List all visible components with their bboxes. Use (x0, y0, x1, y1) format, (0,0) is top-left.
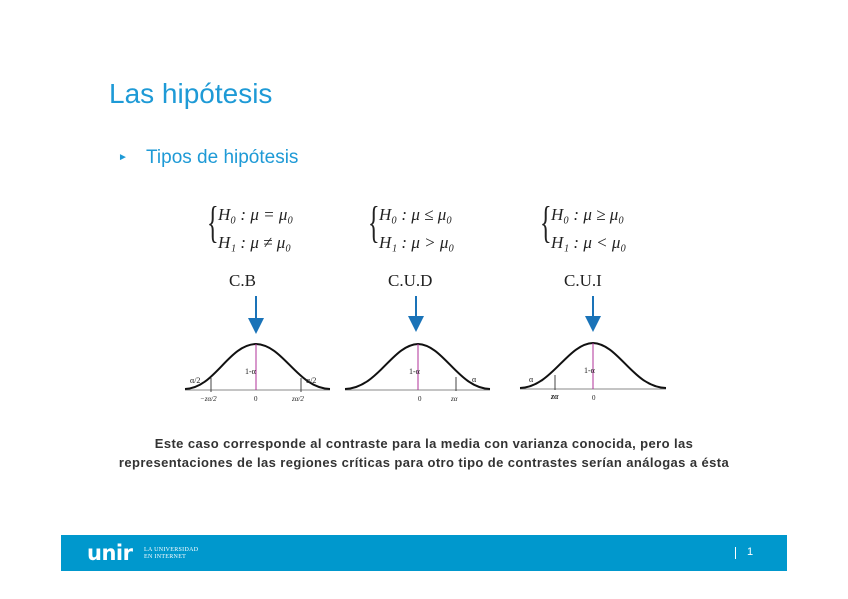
critical-value-left: −zα/2 (200, 395, 217, 403)
zero-label: 0 (418, 395, 422, 403)
alternative-hypothesis: H₁ : μ > μ₀ (379, 233, 455, 252)
critical-value-right: zα/2 (292, 395, 304, 403)
alpha-label: α (529, 375, 534, 384)
null-hypothesis: H₀ : μ = μ₀ (218, 205, 294, 224)
footer-bar (61, 535, 787, 571)
brace-icon: { (368, 198, 380, 247)
zero-label: 0 (592, 394, 596, 402)
contrast-type-label: C.U.D (388, 271, 433, 290)
logo-subtitle-line-1: LA UNIVERSIDAD (144, 547, 199, 553)
confidence-label: 1-α (584, 366, 595, 375)
alternative-hypothesis: H₁ : μ < μ₀ (551, 233, 627, 252)
triangle-bullet-icon: ► (118, 152, 128, 163)
footer-divider (735, 547, 736, 559)
critical-value: zα (551, 392, 559, 401)
caption-line-1: Este caso corresponde al contraste para la media con varianza conocida, pero las (154, 436, 694, 451)
caption-line-2: representaciones de las regiones críticas para otro tipo de contrastes serían análogas a ésta (118, 455, 730, 470)
confidence-label: 1-α (409, 367, 420, 376)
bilateral-curve (185, 344, 330, 403)
alpha-half-label-right: α/2 (306, 376, 317, 385)
zero-label: 0 (254, 395, 258, 403)
critical-value: zα (451, 395, 458, 403)
null-hypothesis: H₀ : μ ≥ μ₀ (551, 205, 625, 224)
brace-icon: { (207, 198, 219, 247)
alpha-label: α (472, 375, 477, 384)
contrast-type-label: C.U.I (564, 271, 602, 290)
bullet-text: Tipos de hipótesis (146, 147, 299, 168)
left-unilateral-curve (520, 343, 666, 402)
unir-logo: unir (87, 541, 133, 565)
alpha-half-label-left: α/2 (190, 376, 201, 385)
page-number: 1 (747, 546, 754, 558)
null-hypothesis: H₀ : μ ≤ μ₀ (379, 205, 453, 224)
slide-title: Las hipótesis (109, 78, 273, 109)
right-unilateral-curve (345, 344, 490, 403)
caption (60, 434, 788, 472)
brace-icon: { (540, 198, 552, 247)
contrast-type-label: C.B (229, 271, 256, 290)
alternative-hypothesis: H₁ : μ ≠ μ₀ (218, 233, 292, 252)
logo-subtitle-line-2: EN INTERNET (144, 554, 187, 560)
confidence-label: 1-α (245, 367, 256, 376)
logo-subtitle (144, 547, 198, 561)
